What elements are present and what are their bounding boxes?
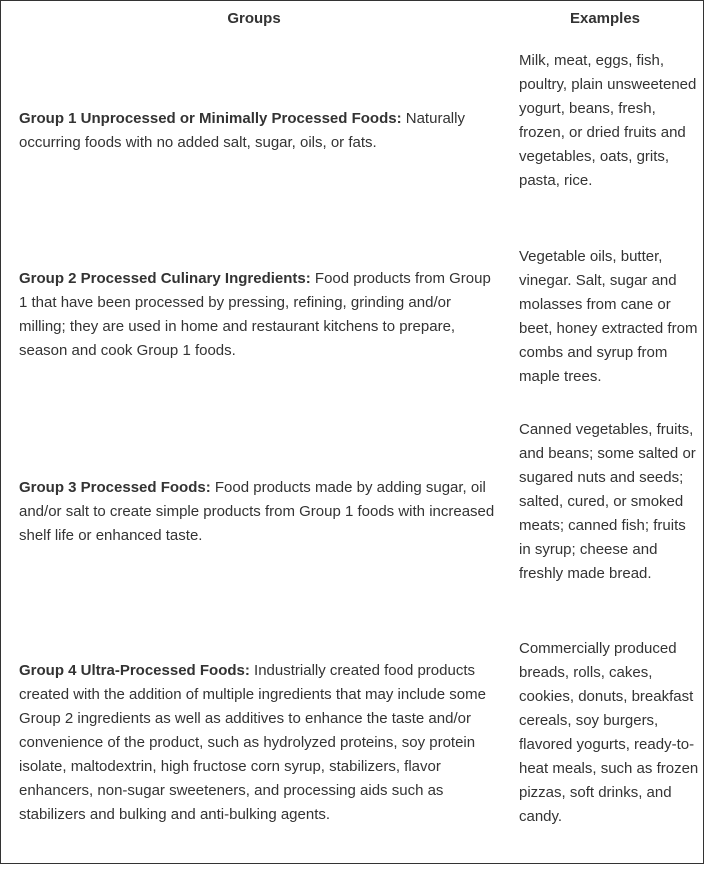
group-description: Food products from Group 1 that have been processed by pressing, refining, grinding and/or milling; they are used in home and restaurant kitchens to prepare, season and cook Group 1 foods. [19,270,491,359]
group-title: Group 3 Processed Foods: [19,479,211,496]
group-cell [19,418,497,606]
examples-cell: Commercially produced breads, rolls, cakes, cookies, donuts, breakfast cereals, soy burgers, flavored yogurts, ready-to-heat meals, such as frozen pizzas, soft drinks, and candy. [519,640,699,825]
group-cell [19,245,497,385]
examples-cell: Vegetable oils, butter, vinegar. Salt, sugar and molasses from cane or beet, honey extracted from combs and syrup from maple trees. [519,248,698,385]
group-title: Group 1 Unprocessed or Minimally Processed Foods: [19,109,402,127]
group-description: Naturally occurring foods with no added salt, sugar, oils, or fats. [19,109,465,151]
header-groups: Groups [227,10,281,27]
group-title: Group 4 Ultra-Processed Foods: [19,662,250,679]
group-cell [19,637,497,849]
examples-cell: Canned vegetables, fruits, and beans; some salted or sugared nuts and seeds; salted, cured, or smoked meats; canned fish; fruits in syrup; cheese and freshly made bread. [519,421,696,582]
table-header [1,1,703,37]
group-title: Group 2 Processed Culinary Ingredients: [19,270,311,287]
group-cell [19,49,497,212]
group-description: Food products made by adding sugar, oil and/or salt to create simple products from Group 1 foods with increased shelf life or enhanced taste. [19,479,495,544]
group-description: Industrially created food products created with the addition of multiple ingredients that may include some Group 2 ingredients as well as additives to enhance the taste and/or convenience of the product, such as hydrolyzed proteins, soy protein isolate, maltodextrin, high fructose corn syrup, stabilizers, flavor enhancers, non-sugar sweeteners, and processing aids such as stabilizers and bulking and anti-bulking agents. [19,662,486,823]
header-examples: Examples [569,10,641,27]
examples-cell: Milk, meat, eggs, fish, poultry, plain unsweetened yogurt, beans, fresh, frozen, or dried fruits and vegetables, oats, grits, pasta, rice. [519,52,697,189]
